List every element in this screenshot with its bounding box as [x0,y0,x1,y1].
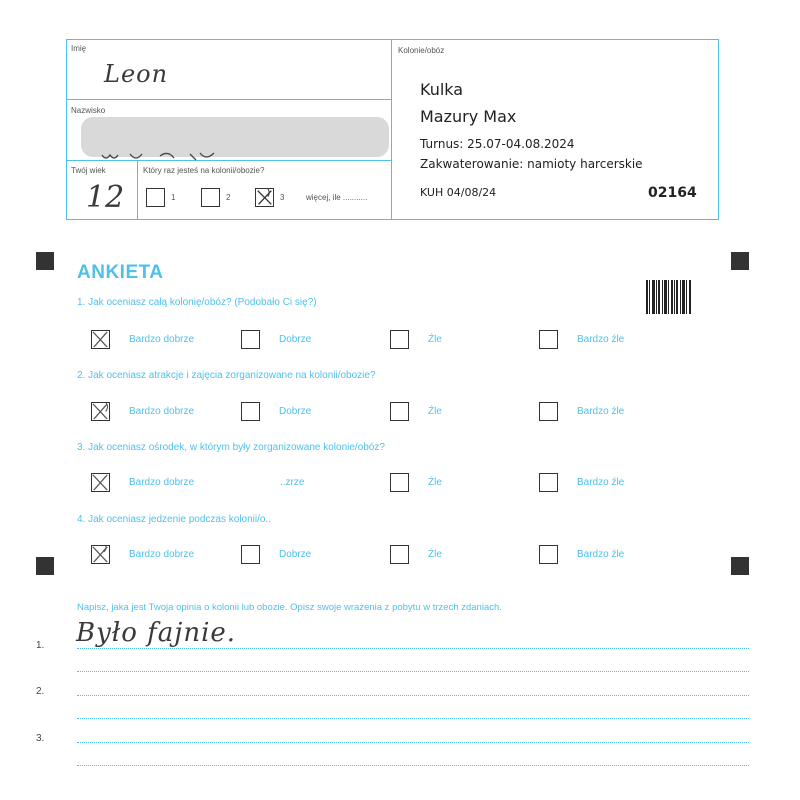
times-checkbox-1[interactable] [146,188,165,207]
registration-marker-top-right [731,252,749,270]
line-number-2: 2. [36,686,45,697]
q3-label-bardzo-dobrze: Bardzo dobrze [129,477,195,488]
camp-label: Kolonie/obóz [398,46,445,55]
q3-checkbox-bardzo-zle[interactable] [539,473,558,492]
answer-line-1a[interactable] [77,648,749,649]
turnus-label: Turnus: [420,137,464,151]
q2-checkbox-dobrze[interactable] [241,402,260,421]
camp-name: Kulka [420,80,464,99]
name-value[interactable]: Leon [104,60,169,88]
barcode [646,280,700,314]
check-x-icon [92,474,109,491]
times-option-2: 2 [226,193,231,202]
answer-line-3b[interactable] [77,765,749,766]
q4-label-bardzo-dobrze: Bardzo dobrze [129,549,195,560]
q4-label-dobrze: Dobrze [279,549,312,560]
q2-label-dobrze: Dobrze [279,406,312,417]
q4-checkbox-bardzo-dobrze[interactable] [91,545,110,564]
check-x-icon [92,331,109,348]
q3-label-dobrze-partial: ..zrze [280,477,305,488]
line-number-1: 1. [36,640,45,651]
answer-line-3a[interactable] [77,742,749,743]
q2-checkbox-bardzo-dobrze[interactable] [91,402,110,421]
q2-checkbox-zle[interactable] [390,402,409,421]
q3-label-bardzo-zle: Bardzo źle [577,477,625,488]
q1-label-zle: Źle [428,334,442,345]
camp-number: 02164 [648,185,697,201]
opinion-answer-1[interactable]: Było fajnie. [76,618,237,648]
q2-label-bardzo-dobrze: Bardzo dobrze [129,406,195,417]
lodging-label: Zakwaterowanie: [420,157,524,171]
registration-marker-mid-left [36,557,54,575]
times-option-1: 1 [171,193,176,202]
lodging-value: namioty harcerskie [527,157,643,171]
registration-marker-mid-right [731,557,749,575]
surname-label: Nazwisko [71,106,106,115]
question-1: 1. Jak oceniasz całą kolonię/obóz? (Podobało Ci się?) [77,297,317,308]
q1-label-dobrze: Dobrze [279,334,312,345]
q4-checkbox-dobrze[interactable] [241,545,260,564]
age-divider [137,160,138,220]
q1-label-bardzo-dobrze: Bardzo dobrze [129,334,195,345]
answer-line-1b[interactable] [77,671,749,672]
check-x-icon [92,403,109,420]
question-3: 3. Jak oceniasz ośrodek, w którym były zorganizowane kolonie/obóz? [77,442,385,453]
q1-checkbox-bardzo-zle[interactable] [539,330,558,349]
q2-label-zle: Źle [428,406,442,417]
times-more: więcej, ile ........... [306,193,368,202]
answer-line-2b[interactable] [77,718,749,719]
answer-line-2a[interactable] [77,695,749,696]
q4-checkbox-zle[interactable] [390,545,409,564]
q1-label-bardzo-zle: Bardzo źle [577,334,625,345]
q3-checkbox-zle[interactable] [390,473,409,492]
q1-checkbox-dobrze[interactable] [241,330,260,349]
q3-label-zle: Źle [428,477,442,488]
q3-checkbox-bardzo-dobrze[interactable] [91,473,110,492]
q1-checkbox-bardzo-dobrze[interactable] [91,330,110,349]
q4-label-bardzo-zle: Bardzo źle [577,549,625,560]
q4-checkbox-bardzo-zle[interactable] [539,545,558,564]
check-x-icon [92,546,109,563]
times-label: Który raz jesteś na kolonii/obozie? [143,166,265,175]
q4-label-zle: Źle [428,549,442,560]
question-2: 2. Jak oceniasz atrakcje i zajęcia zorganizowane na kolonii/obozie? [77,370,376,381]
name-divider [66,99,391,100]
question-4: 4. Jak oceniasz jedzenie podczas kolonii/o.. [77,514,272,525]
q1-checkbox-zle[interactable] [390,330,409,349]
header-divider [391,39,392,220]
q2-label-bardzo-zle: Bardzo źle [577,406,625,417]
turnus-value: 25.07-04.08.2024 [467,137,575,151]
camp-program: Mazury Max [420,107,517,126]
times-checkbox-3[interactable] [255,188,274,207]
opinion-prompt: Napisz, jaka jest Twoja opinia o kolonii lub obozie. Opisz swoje wrażenia z pobytu w trzech zdaniach. [77,602,502,613]
name-label: Imię [71,44,87,53]
turnus-row [420,137,575,151]
registration-marker-top-left [36,252,54,270]
times-option-3: 3 [280,193,285,202]
times-checkbox-2[interactable] [201,188,220,207]
check-x-icon [256,189,273,206]
lodging-row [420,157,643,171]
age-label: Twój wiek [71,166,106,175]
camp-code: KUH 04/08/24 [420,186,497,199]
line-number-3: 3. [36,733,45,744]
q2-checkbox-bardzo-zle[interactable] [539,402,558,421]
survey-title: ANKIETA [77,262,164,283]
age-value[interactable]: 12 [86,180,125,215]
surname-handwriting-fragment [100,150,230,162]
